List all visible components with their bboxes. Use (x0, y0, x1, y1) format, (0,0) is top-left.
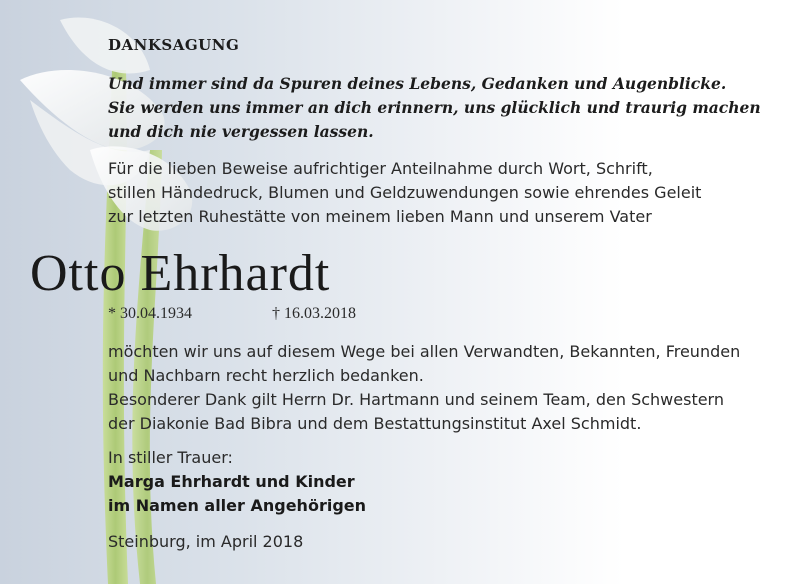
mourning-label: In stiller Trauer: (108, 448, 233, 467)
place-date: Steinburg, im April 2018 (108, 532, 304, 551)
thanks-line: der Diakonie Bad Bibra und dem Bestattungsinstitut Axel Schmidt. (108, 414, 642, 433)
thanks-line: möchten wir uns auf diesem Wege bei allen Verwandten, Bekannten, Freunden (108, 342, 741, 361)
signatory-line: Marga Ehrhardt und Kinder (108, 472, 355, 491)
notice-heading: DANKSAGUNG (108, 36, 240, 54)
birth-date: * 30.04.1934 (108, 305, 192, 322)
thanks-line: Besonderer Dank gilt Herrn Dr. Hartmann und seinem Team, den Schwestern (108, 390, 724, 409)
quote-line: und dich nie vergessen lassen. (108, 122, 374, 141)
deceased-name: Otto Ehrhardt (30, 245, 331, 302)
intro-line: Für die lieben Beweise aufrichtiger Anteilnahme durch Wort, Schrift, (108, 159, 653, 178)
thanks-line: und Nachbarn recht herzlich bedanken. (108, 366, 424, 385)
quote-line: Und immer sind da Spuren deines Lebens, Gedanken und Augenblicke. (108, 74, 727, 93)
intro-line: stillen Händedruck, Blumen und Geldzuwendungen sowie ehrendes Geleit (108, 183, 702, 202)
quote-line: Sie werden uns immer an dich erinnern, uns glücklich und traurig machen (108, 98, 761, 117)
intro-line: zur letzten Ruhestätte von meinem lieben Mann und unserem Vater (108, 207, 652, 226)
signatory-line: im Namen aller Angehörigen (108, 496, 367, 515)
death-date: † 16.03.2018 (272, 305, 356, 322)
